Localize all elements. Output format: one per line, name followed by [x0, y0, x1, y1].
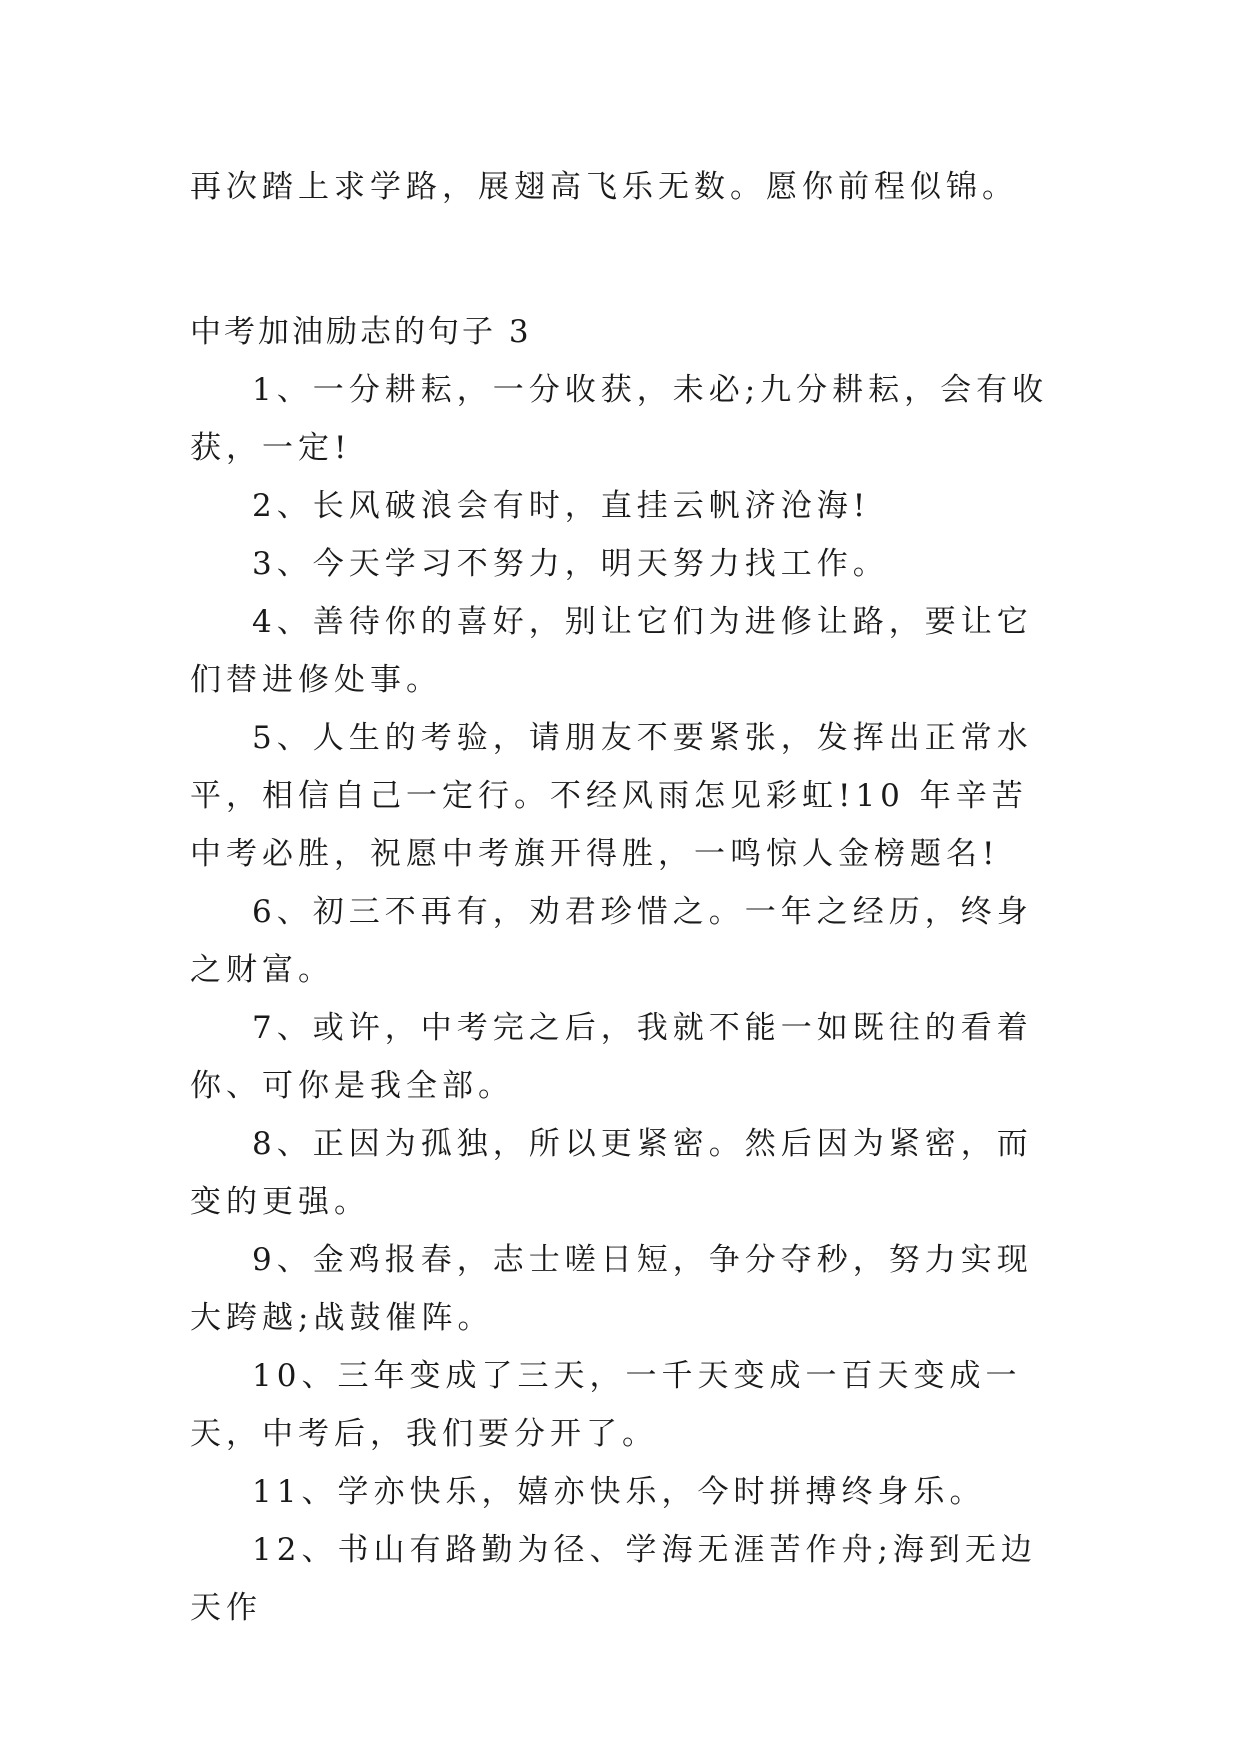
list-item: 8、正因为孤独，所以更紧密。然后因为紧密，而变的更强。 [190, 1126, 1033, 1220]
list-item: 3、今天学习不努力，明天努力找工作。 [252, 546, 889, 582]
list-item: 10、三年变成了三天，一千天变成一百天变成一天，中考后，我们要分开了。 [190, 1358, 1022, 1452]
list-item: 2、长风破浪会有时，直挂云帆济沧海! [252, 488, 871, 524]
list-item: 11、学亦快乐，嬉亦快乐，今时拼搏终身乐。 [252, 1474, 986, 1510]
list-item: 12、书山有路勤为径、学海无涯苦作舟;海到无边天作 [190, 1532, 1037, 1626]
section-title: 中考加油励志的句子 3 [190, 314, 532, 350]
document-body [190, 158, 1060, 1637]
intro-line: 再次踏上求学路，展翅高飞乐无数。愿你前程似锦。 [190, 169, 1018, 205]
list-item: 7、或许，中考完之后，我就不能一如既往的看着你、可你是我全部。 [190, 1010, 1033, 1104]
list-item: 6、初三不再有，劝君珍惜之。一年之经历，终身之财富。 [190, 894, 1033, 988]
list-item: 5、人生的考验，请朋友不要紧张，发挥出正常水平，相信自己一定行。不经风雨怎见彩虹!10 年辛苦中考必胜，祝愿中考旗开得胜，一鸣惊人金榜题名! [190, 720, 1033, 872]
list-item: 1、一分耕耘，一分收获，未必;九分耕耘，会有收获，一定! [190, 372, 1049, 466]
list-item: 4、善待你的喜好，别让它们为进修让路，要让它们替进修处事。 [190, 604, 1033, 698]
list-item: 9、金鸡报春，志士嗟日短，争分夺秒，努力实现大跨越;战鼓催阵。 [190, 1242, 1033, 1336]
